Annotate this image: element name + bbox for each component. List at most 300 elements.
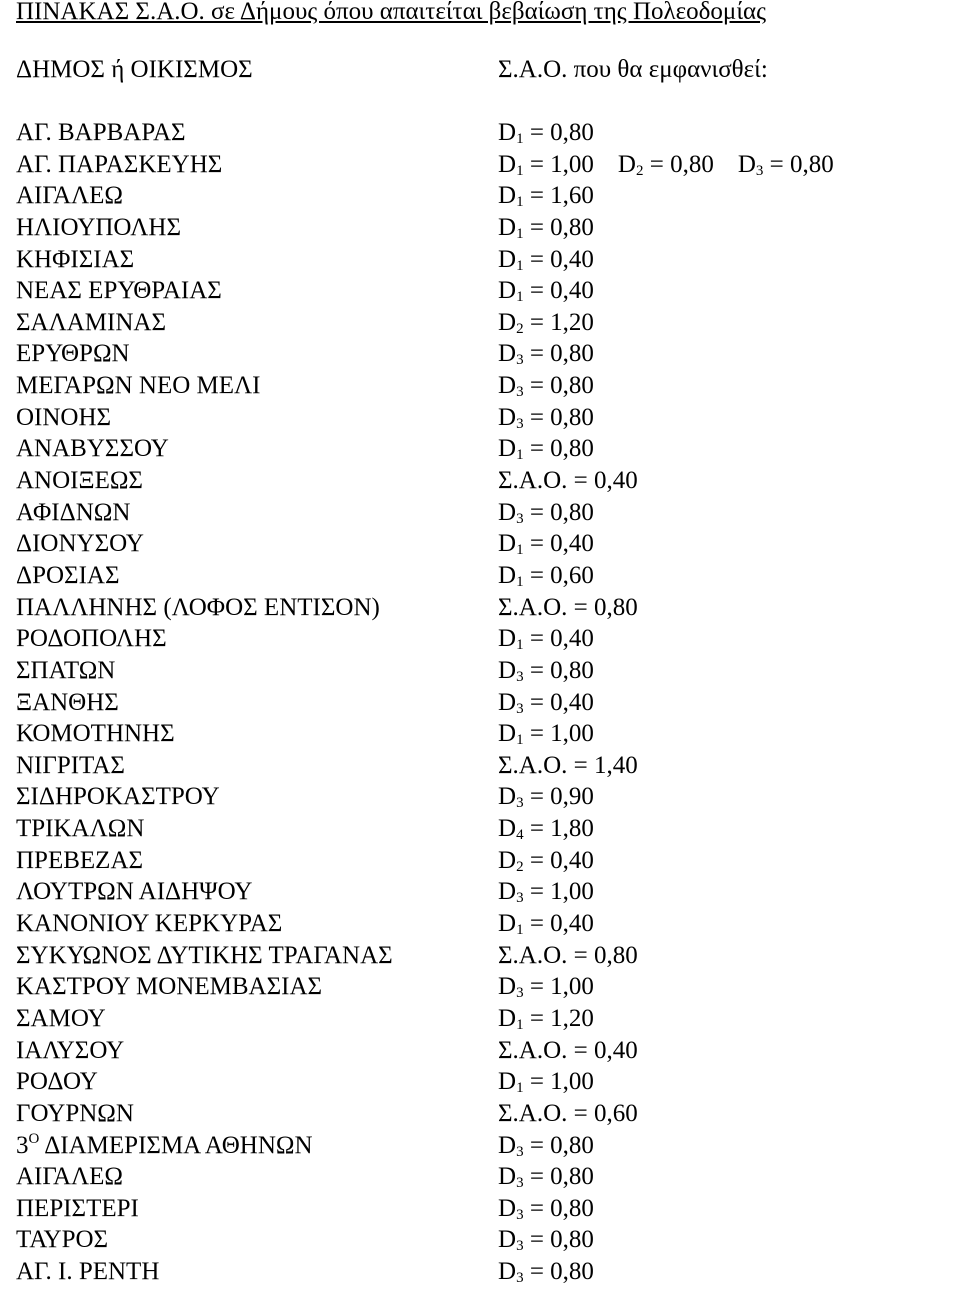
- sao-value: [498, 179, 594, 213]
- municipality-name: [16, 496, 130, 530]
- table-row: [16, 401, 956, 433]
- table-row: [16, 337, 956, 369]
- municipality-name: [16, 1097, 134, 1131]
- variable-symbol: D: [498, 213, 517, 241]
- municipality-label: ΑΦΙΔΝΩΝ: [16, 498, 131, 526]
- table-row: [16, 749, 956, 781]
- ordinal-number: 3: [16, 1131, 29, 1159]
- sao-values: [498, 1255, 594, 1289]
- sao-values: [498, 622, 594, 656]
- municipality-name: [16, 1002, 106, 1036]
- municipality-label: ΚΑΝΟΝΙΟΥ ΚΕΡΚΥΡΑΣ: [16, 910, 283, 938]
- municipality-name: [16, 686, 119, 720]
- variable-symbol: D: [498, 656, 517, 684]
- sao-value: [498, 559, 594, 593]
- municipality-label: ΤΑΥΡΟΣ: [16, 1226, 109, 1254]
- municipality-name: [16, 179, 123, 213]
- variable-subscript: 3: [516, 384, 524, 401]
- municipality-label: ΡΟΔΟΠΟΛΗΣ: [16, 625, 167, 653]
- variable-subscript: 3: [516, 1270, 524, 1287]
- coefficient-value: = 0,80: [523, 403, 594, 431]
- sao-value: [498, 211, 594, 245]
- sao-value: [498, 654, 594, 688]
- sao-values: [498, 527, 594, 561]
- sao-value: [498, 686, 594, 720]
- sao-values: [498, 1034, 638, 1068]
- variable-subscript: 1: [516, 289, 524, 306]
- sao-values: [498, 1160, 594, 1194]
- sao-values: [498, 496, 594, 530]
- sao-value: [498, 875, 594, 909]
- variable-subscript: 3: [516, 510, 524, 527]
- coefficient-value: = 0,80: [523, 119, 594, 146]
- coefficient-value: = 1,60: [523, 182, 594, 210]
- sao-values: [498, 464, 638, 498]
- table-row: [16, 432, 956, 464]
- coefficient-value: = 0,90: [523, 783, 594, 811]
- coefficient-value: = 0,40: [567, 467, 638, 495]
- variable-symbol: Σ.Α.Ο.: [498, 941, 568, 969]
- variable-subscript: 1: [516, 194, 524, 211]
- municipality-label: ΔΡΟΣΙΑΣ: [16, 561, 120, 589]
- municipality-label: ΚΑΣΤΡΟΥ ΜΟΝΕΜΒΑΣΙΑΣ: [16, 973, 323, 1001]
- table-row: [16, 686, 956, 718]
- table-row: [16, 1192, 956, 1224]
- sao-value: [498, 591, 638, 625]
- variable-symbol: D: [498, 1068, 517, 1096]
- municipality-label: ΞΑΝΘΗΣ: [16, 688, 119, 716]
- municipality-label: ΝΙΓΡΙΤΑΣ: [16, 751, 125, 779]
- variable-subscript: 1: [516, 162, 524, 179]
- table-row: [16, 1255, 956, 1287]
- sao-value: [498, 1223, 594, 1257]
- table-row: [16, 780, 956, 812]
- variable-subscript: 3: [516, 795, 524, 812]
- table-row: [16, 1097, 956, 1129]
- municipality-name: [16, 274, 222, 308]
- coefficient-value: = 0,40: [523, 910, 594, 938]
- municipality-name: [16, 306, 166, 340]
- municipality-name: [16, 211, 181, 245]
- sao-value: [498, 432, 594, 466]
- variable-symbol: D: [498, 182, 517, 210]
- municipality-label: ΛΟΥΤΡΩΝ ΑΙΔΗΨΟΥ: [16, 878, 253, 906]
- sao-value: [498, 717, 594, 751]
- variable-symbol: D: [498, 783, 517, 811]
- coefficient-value: = 1,00: [523, 878, 594, 906]
- variable-symbol: D: [498, 720, 517, 748]
- municipality-label: ΠΕΡΙΣΤΕΡΙ: [16, 1194, 139, 1222]
- sao-value: [498, 812, 594, 846]
- variable-subscript: 4: [516, 827, 524, 844]
- coefficient-value: = 1,00: [523, 720, 594, 748]
- municipality-label: ΣΙΔΗΡΟΚΑΣΤΡΟΥ: [16, 783, 220, 811]
- variable-symbol: Σ.Α.Ο.: [498, 1099, 568, 1127]
- sao-values: [498, 306, 594, 340]
- sao-values: [498, 844, 594, 878]
- sao-value: [498, 780, 594, 814]
- municipality-label: ΕΡΥΘΡΩΝ: [16, 340, 130, 368]
- variable-subscript: 1: [516, 225, 524, 242]
- table-row: [16, 559, 956, 591]
- sao-values: [498, 654, 594, 688]
- variable-symbol: Σ.Α.Ο.: [498, 1036, 568, 1064]
- municipality-label: ΑΝΟΙΞΕΩΣ: [16, 467, 143, 495]
- municipality-label: ΣΠΑΤΩΝ: [16, 656, 116, 684]
- coefficient-value: = 0,80: [523, 656, 594, 684]
- municipality-name: [16, 1129, 313, 1163]
- sao-values: [498, 875, 594, 909]
- municipality-label: ΚΟΜΟΤΗΝΗΣ: [16, 720, 175, 748]
- municipality-name: [16, 780, 220, 814]
- municipality-name: [16, 939, 393, 973]
- municipality-label: ΜΕΓΑΡΩΝ ΝΕΟ ΜΕΛΙ: [16, 372, 261, 400]
- variable-symbol: D: [617, 150, 636, 178]
- municipality-name: [16, 907, 282, 941]
- variable-symbol: D: [498, 119, 517, 146]
- variable-symbol: D: [498, 308, 517, 336]
- variable-symbol: D: [498, 1194, 517, 1222]
- coefficient-value: = 0,40: [523, 277, 594, 305]
- municipality-label: ΑΙΓΑΛΕΩ: [16, 1163, 123, 1191]
- coefficient-value: = 1,40: [567, 751, 638, 779]
- variable-subscript: 3: [516, 1143, 524, 1160]
- sao-values: [498, 749, 638, 783]
- table-row: [16, 844, 956, 876]
- sao-value: [498, 148, 594, 182]
- sao-value: [738, 148, 834, 182]
- coefficient-value: = 0,60: [567, 1099, 638, 1127]
- municipality-label: ΑΝΑΒΥΣΣΟΥ: [16, 435, 169, 463]
- municipality-name: [16, 717, 175, 751]
- table-row: [16, 970, 956, 1002]
- sao-values: [498, 1223, 594, 1257]
- sao-values: [498, 1192, 594, 1226]
- table-row: [16, 717, 956, 749]
- sao-value: [498, 1065, 594, 1099]
- municipality-label: ΑΓ. ΠΑΡΑΣΚΕΥΗΣ: [16, 150, 223, 178]
- municipality-label: ΤΡΙΚΑΛΩΝ: [16, 815, 145, 843]
- variable-symbol: D: [498, 435, 517, 463]
- variable-subscript: 3: [516, 700, 524, 717]
- coefficient-value: = 1,00: [523, 973, 594, 1001]
- table-row: [16, 1065, 956, 1097]
- ordinal-suffix: Ο: [28, 1130, 40, 1147]
- sao-values: [498, 211, 594, 245]
- table-row: [16, 464, 956, 496]
- sao-values: [498, 686, 594, 720]
- coefficient-value: = 0,80: [523, 1131, 594, 1159]
- sao-values: [498, 1002, 594, 1036]
- sao-values: [498, 559, 594, 593]
- sao-value: [498, 1129, 594, 1163]
- page-title: ΠΙΝΑΚΑΣ Σ.Α.Ο. σε Δήμους όπου απαιτείται βεβαίωση της Πολεοδομίας: [16, 0, 767, 25]
- variable-subscript: 1: [516, 542, 524, 559]
- municipality-name: [16, 844, 143, 878]
- column-header-sao: Σ.Α.Ο. που θα εμφανισθεί:: [498, 56, 768, 83]
- variable-symbol: Σ.Α.Ο.: [498, 751, 568, 779]
- municipality-label: ΓΟΥΡΝΩΝ: [16, 1099, 134, 1127]
- sao-values: [498, 337, 594, 371]
- coefficient-value: = 1,00: [523, 1068, 594, 1096]
- variable-subscript: 3: [516, 1238, 524, 1255]
- variable-subscript: 2: [516, 320, 524, 337]
- table-row: [16, 527, 956, 559]
- coefficient-value: = 0,40: [523, 530, 594, 558]
- sao-value: [498, 1192, 594, 1226]
- variable-subscript: 2: [635, 162, 644, 179]
- municipality-label: ΠΑΛΛΗΝΗΣ (ΛΟΦΟΣ ΕΝΤΙΣΟΝ): [16, 593, 380, 621]
- variable-symbol: Σ.Α.Ο.: [498, 593, 568, 621]
- coefficient-value: = 0,40: [523, 688, 594, 716]
- coefficient-value: = 0,80: [643, 150, 714, 178]
- sao-values: [498, 432, 594, 466]
- variable-subscript: 3: [516, 1206, 524, 1223]
- coefficient-value: = 0,80: [523, 372, 594, 400]
- variable-symbol: D: [498, 815, 517, 843]
- sao-values: [498, 717, 594, 751]
- variable-symbol: D: [498, 1258, 517, 1286]
- sao-value: [498, 939, 638, 973]
- variable-subscript: 3: [516, 415, 524, 432]
- municipality-label: ΣΑΛΑΜΙΝΑΣ: [16, 308, 166, 336]
- coefficient-value: = 0,40: [523, 846, 594, 874]
- sao-value: [498, 622, 594, 656]
- table-row: [16, 116, 956, 148]
- variable-subscript: 3: [755, 162, 764, 179]
- municipality-label: ΑΓ. ΒΑΡΒΑΡΑΣ: [16, 119, 186, 146]
- sao-values: [498, 591, 638, 625]
- sao-values: [498, 243, 594, 277]
- variable-symbol: D: [498, 561, 517, 589]
- municipality-label: ΔΙΟΝΥΣΟΥ: [16, 530, 144, 558]
- variable-symbol: D: [498, 340, 517, 368]
- coefficient-value: = 0,80: [523, 340, 594, 368]
- table-row: [16, 812, 956, 844]
- coefficient-value: = 0,80: [523, 1194, 594, 1222]
- municipality-label: ΚΗΦΙΣΙΑΣ: [16, 245, 135, 273]
- municipality-name: [16, 527, 144, 561]
- municipality-label: ΗΛΙΟΥΠΟΛΗΣ: [16, 213, 182, 241]
- sao-values: [498, 1097, 638, 1131]
- variable-subscript: 1: [516, 257, 524, 274]
- sao-value: [498, 527, 594, 561]
- variable-symbol: D: [498, 245, 517, 273]
- municipality-name: [16, 559, 120, 593]
- table-row: [16, 939, 956, 971]
- table-row: [16, 211, 956, 243]
- table-row: [16, 274, 956, 306]
- municipality-name: [16, 1160, 123, 1194]
- sao-values: [498, 401, 594, 435]
- municipality-name: [16, 654, 115, 688]
- coefficient-value: = 0,40: [523, 625, 594, 653]
- sao-values: [498, 939, 638, 973]
- coefficient-value: = 0,80: [523, 1226, 594, 1254]
- municipality-name: [16, 812, 144, 846]
- coefficient-value: = 0,60: [523, 561, 594, 589]
- municipality-name: [16, 1223, 108, 1257]
- variable-subscript: 1: [516, 1016, 524, 1033]
- municipality-name: [16, 432, 169, 466]
- variable-subscript: 1: [516, 732, 524, 749]
- sao-value: [498, 464, 638, 498]
- table-row: [16, 1002, 956, 1034]
- variable-symbol: D: [498, 1226, 517, 1254]
- sao-value: [498, 907, 594, 941]
- variable-subscript: 1: [516, 637, 524, 654]
- variable-subscript: 3: [516, 1175, 524, 1192]
- coefficient-value: = 0,40: [567, 1036, 638, 1064]
- municipality-name: [16, 622, 167, 656]
- sao-values: [498, 812, 594, 846]
- municipality-name: [16, 875, 252, 909]
- sao-value: [498, 844, 594, 878]
- municipality-name: [16, 116, 186, 150]
- municipality-label: ΙΑΛΥΣΟΥ: [16, 1036, 125, 1064]
- variable-subscript: 1: [516, 922, 524, 939]
- sao-value: [498, 116, 594, 150]
- table-row: [16, 148, 956, 180]
- municipality-name: [16, 749, 125, 783]
- column-header-municipality: ΔΗΜΟΣ ή ΟΙΚΙΣΜΟΣ: [16, 56, 253, 83]
- municipality-name: [16, 1065, 98, 1099]
- sao-values: [498, 970, 594, 1004]
- variable-symbol: D: [498, 973, 517, 1001]
- table-row: [16, 1129, 956, 1161]
- sao-value: [498, 1034, 638, 1068]
- coefficient-value: = 1,20: [523, 1004, 594, 1032]
- municipality-name: [16, 1192, 139, 1226]
- sao-value: [498, 369, 594, 403]
- table-row: [16, 243, 956, 275]
- coefficient-value: = 0,80: [567, 941, 638, 969]
- sao-values: [498, 780, 594, 814]
- variable-symbol: D: [498, 1004, 517, 1032]
- variable-symbol: Σ.Α.Ο.: [498, 467, 568, 495]
- municipality-label: ΠΡΕΒΕΖΑΣ: [16, 846, 144, 874]
- variable-symbol: D: [498, 498, 517, 526]
- variable-subscript: 3: [516, 985, 524, 1002]
- variable-symbol: D: [498, 688, 517, 716]
- variable-subscript: 3: [516, 352, 524, 369]
- table-row: [16, 496, 956, 528]
- municipality-name: [16, 401, 111, 435]
- municipality-label: ΑΙΓΑΛΕΩ: [16, 182, 123, 210]
- coefficient-value: = 1,20: [523, 308, 594, 336]
- variable-subscript: 1: [516, 573, 524, 590]
- sao-value: [498, 1002, 594, 1036]
- municipality-name: [16, 1034, 124, 1068]
- sao-value: [498, 401, 594, 435]
- table-row: [16, 622, 956, 654]
- variable-symbol: D: [498, 846, 517, 874]
- municipality-name: [16, 464, 143, 498]
- municipality-table: [16, 116, 956, 1287]
- table-row: [16, 306, 956, 338]
- coefficient-value: = 0,80: [523, 435, 594, 463]
- municipality-label: ΣΑΜΟΥ: [16, 1004, 106, 1032]
- municipality-label: ΟΙΝΟΗΣ: [16, 403, 112, 431]
- sao-value: [498, 1097, 638, 1131]
- sao-values: [498, 1065, 594, 1099]
- sao-value: [498, 1255, 594, 1289]
- coefficient-value: = 0,40: [523, 245, 594, 273]
- table-row: [16, 875, 956, 907]
- coefficient-value: = 0,80: [523, 1163, 594, 1191]
- coefficient-value: = 1,80: [523, 815, 594, 843]
- sao-value: [498, 306, 594, 340]
- coefficient-value: = 0,80: [523, 498, 594, 526]
- variable-subscript: 1: [516, 1080, 524, 1097]
- coefficient-value: = 0,80: [567, 593, 638, 621]
- coefficient-value: = 1,00: [523, 150, 594, 178]
- sao-value: [618, 148, 714, 182]
- table-row: [16, 1160, 956, 1192]
- variable-subscript: 3: [516, 890, 524, 907]
- table-row: [16, 907, 956, 939]
- municipality-name: [16, 369, 261, 403]
- table-row: [16, 179, 956, 211]
- sao-value: [498, 274, 594, 308]
- coefficient-value: = 0,80: [763, 150, 834, 178]
- table-row: [16, 1034, 956, 1066]
- sao-values: [498, 1129, 594, 1163]
- sao-value: [498, 337, 594, 371]
- variable-symbol: D: [498, 625, 517, 653]
- variable-symbol: D: [498, 1163, 517, 1191]
- sao-values: [498, 274, 594, 308]
- municipality-label: ΣΥΚΥΩΝΟΣ ΔΥΤΙΚΗΣ ΤΡΑΓΑΝΑΣ: [16, 941, 393, 969]
- sao-value: [498, 749, 638, 783]
- variable-symbol: D: [498, 277, 517, 305]
- variable-subscript: 2: [516, 858, 524, 875]
- table-row: [16, 369, 956, 401]
- sao-value: [498, 970, 594, 1004]
- table-row: [16, 591, 956, 623]
- municipality-label: ΑΓ. Ι. ΡΕΝΤΗ: [16, 1258, 160, 1286]
- sao-values: [498, 116, 594, 150]
- variable-subscript: 1: [516, 447, 524, 464]
- municipality-label: ΔΙΑΜΕΡΙΣΜΑ ΑΘΗΝΩΝ: [44, 1131, 313, 1159]
- variable-symbol: D: [737, 150, 756, 178]
- variable-subscript: 3: [516, 668, 524, 685]
- variable-symbol: D: [498, 910, 517, 938]
- municipality-name: [16, 970, 322, 1004]
- sao-values: [498, 369, 594, 403]
- municipality-name: [16, 243, 134, 277]
- variable-symbol: D: [498, 1131, 517, 1159]
- table-row: [16, 654, 956, 686]
- coefficient-value: = 0,80: [523, 213, 594, 241]
- table-row: [16, 1223, 956, 1255]
- variable-symbol: D: [498, 530, 517, 558]
- municipality-name: [16, 591, 380, 625]
- sao-values: [498, 148, 834, 182]
- coefficient-value: = 0,80: [523, 1258, 594, 1286]
- variable-symbol: D: [498, 878, 517, 906]
- municipality-name: [16, 148, 222, 182]
- variable-symbol: D: [498, 403, 517, 431]
- municipality-name: [16, 337, 130, 371]
- municipality-name: [16, 1255, 159, 1289]
- sao-value: [498, 1160, 594, 1194]
- variable-symbol: D: [498, 372, 517, 400]
- sao-value: [498, 496, 594, 530]
- variable-subscript: 1: [516, 131, 524, 147]
- sao-values: [498, 907, 594, 941]
- sao-values: [498, 179, 594, 213]
